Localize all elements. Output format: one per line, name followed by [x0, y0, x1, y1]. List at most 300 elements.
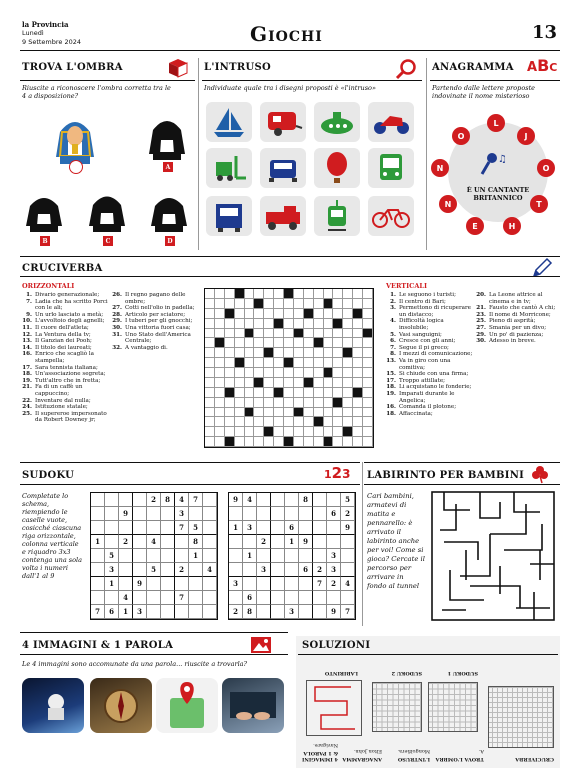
crossword-cell[interactable]	[294, 368, 304, 378]
crossword-cell[interactable]	[225, 427, 235, 437]
sudoku-cell[interactable]	[313, 549, 327, 563]
sudoku-cell[interactable]	[175, 577, 189, 591]
crossword-cell[interactable]	[353, 348, 363, 358]
crossword-cell[interactable]	[245, 427, 255, 437]
crossword-cell[interactable]	[235, 309, 245, 319]
sudoku-cell[interactable]	[313, 591, 327, 605]
crossword-cell[interactable]	[304, 319, 314, 329]
sudoku-cell[interactable]	[133, 521, 147, 535]
crossword-cell[interactable]	[274, 398, 284, 408]
crossword-cell[interactable]	[343, 289, 353, 299]
crossword-cell[interactable]	[363, 319, 373, 329]
sudoku-cell[interactable]	[119, 577, 133, 591]
maze[interactable]	[430, 490, 556, 622]
crossword-cell[interactable]	[235, 388, 245, 398]
crossword-cell[interactable]	[363, 427, 373, 437]
crossword-cell[interactable]	[264, 358, 274, 368]
crossword-cell[interactable]	[314, 427, 324, 437]
crossword-cell[interactable]	[284, 309, 294, 319]
sudoku-cell[interactable]	[257, 577, 271, 591]
crossword-cell[interactable]	[363, 348, 373, 358]
sudoku-cell[interactable]	[161, 577, 175, 591]
crossword-cell[interactable]	[215, 299, 225, 309]
crossword-cell[interactable]	[245, 338, 255, 348]
crossword-cell[interactable]	[314, 289, 324, 299]
sudoku-cell[interactable]	[203, 507, 217, 521]
crossword-cell[interactable]	[333, 348, 343, 358]
crossword-cell[interactable]	[215, 398, 225, 408]
crossword-cell[interactable]	[274, 309, 284, 319]
sudoku-cell[interactable]	[313, 507, 327, 521]
crossword-cell[interactable]	[254, 309, 264, 319]
crossword-cell[interactable]	[274, 299, 284, 309]
crossword-cell[interactable]	[314, 319, 324, 329]
crossword-cell[interactable]	[264, 319, 274, 329]
sudoku-cell[interactable]	[175, 535, 189, 549]
crossword-cell[interactable]	[274, 417, 284, 427]
sudoku-cell[interactable]	[313, 535, 327, 549]
tile-truck[interactable]	[206, 196, 252, 236]
sudoku-cell[interactable]	[189, 591, 203, 605]
crossword-cell[interactable]	[304, 437, 314, 447]
crossword-cell[interactable]	[284, 427, 294, 437]
sudoku-cell[interactable]	[271, 605, 285, 619]
sudoku-cell[interactable]	[203, 535, 217, 549]
crossword-cell[interactable]	[294, 358, 304, 368]
crossword-cell[interactable]	[215, 368, 225, 378]
sudoku-cell[interactable]	[203, 549, 217, 563]
sudoku-cell[interactable]	[133, 535, 147, 549]
sudoku-cell[interactable]	[189, 605, 203, 619]
crossword-cell[interactable]	[343, 329, 353, 339]
crossword-cell[interactable]	[245, 417, 255, 427]
crossword-cell[interactable]	[254, 319, 264, 329]
sudoku-cell[interactable]	[229, 591, 243, 605]
sudoku-cell[interactable]	[285, 591, 299, 605]
tile-bus[interactable]	[368, 148, 414, 188]
crossword-cell[interactable]	[235, 338, 245, 348]
crossword-cell[interactable]	[264, 388, 274, 398]
sudoku-cell[interactable]	[341, 591, 355, 605]
crossword-cell[interactable]	[304, 368, 314, 378]
sudoku-cell[interactable]	[257, 507, 271, 521]
crossword-cell[interactable]	[343, 388, 353, 398]
crossword-cell[interactable]	[353, 417, 363, 427]
sudoku-cell[interactable]	[133, 507, 147, 521]
crossword-cell[interactable]	[333, 368, 343, 378]
sudoku-cell[interactable]	[91, 563, 105, 577]
crossword-cell[interactable]	[343, 398, 353, 408]
tile-car[interactable]	[260, 148, 306, 188]
sudoku-cell[interactable]	[257, 591, 271, 605]
crossword-cell[interactable]	[353, 338, 363, 348]
crossword-cell[interactable]	[274, 348, 284, 358]
sudoku-cell[interactable]	[313, 493, 327, 507]
crossword-cell[interactable]	[304, 289, 314, 299]
sudoku-cell[interactable]	[299, 549, 313, 563]
crossword-cell[interactable]	[304, 329, 314, 339]
crossword-cell[interactable]	[333, 388, 343, 398]
crossword-cell[interactable]	[225, 368, 235, 378]
crossword-cell[interactable]	[245, 358, 255, 368]
crossword-cell[interactable]	[274, 378, 284, 388]
crossword-cell[interactable]	[324, 417, 334, 427]
crossword-cell[interactable]	[343, 309, 353, 319]
crossword-cell[interactable]	[284, 319, 294, 329]
sudoku-cell[interactable]	[105, 507, 119, 521]
crossword-cell[interactable]	[304, 338, 314, 348]
crossword-cell[interactable]	[343, 437, 353, 447]
crossword-cell[interactable]	[284, 299, 294, 309]
crossword-cell[interactable]	[274, 329, 284, 339]
crossword-cell[interactable]	[314, 378, 324, 388]
sudoku-cell[interactable]	[119, 549, 133, 563]
crossword-cell[interactable]	[205, 329, 215, 339]
tile-bicycle[interactable]	[368, 196, 414, 236]
sudoku-cell[interactable]	[243, 507, 257, 521]
sudoku-cell[interactable]	[271, 549, 285, 563]
sudoku-cell[interactable]	[285, 493, 299, 507]
crossword-cell[interactable]	[353, 319, 363, 329]
crossword-cell[interactable]	[254, 289, 264, 299]
crossword-cell[interactable]	[254, 348, 264, 358]
crossword-cell[interactable]	[314, 348, 324, 358]
sudoku-cell[interactable]	[257, 605, 271, 619]
crossword-cell[interactable]	[363, 368, 373, 378]
sudoku-cell[interactable]	[313, 605, 327, 619]
crossword-cell[interactable]	[205, 368, 215, 378]
crossword-cell[interactable]	[304, 398, 314, 408]
crossword-cell[interactable]	[284, 338, 294, 348]
sudoku-cell[interactable]	[271, 591, 285, 605]
crossword-cell[interactable]	[284, 398, 294, 408]
sudoku-cell[interactable]	[203, 591, 217, 605]
crossword-cell[interactable]	[294, 427, 304, 437]
label-d[interactable]: D	[165, 236, 175, 246]
sudoku-cell[interactable]	[285, 507, 299, 521]
sudoku-cell[interactable]	[133, 591, 147, 605]
crossword-cell[interactable]	[264, 398, 274, 408]
crossword-cell[interactable]	[294, 309, 304, 319]
crossword-cell[interactable]	[353, 368, 363, 378]
sudoku-cell[interactable]	[105, 591, 119, 605]
crossword-cell[interactable]	[304, 348, 314, 358]
sudoku-cell[interactable]	[257, 549, 271, 563]
sudoku-cell[interactable]	[271, 507, 285, 521]
sudoku-cell[interactable]	[105, 521, 119, 535]
crossword-cell[interactable]	[225, 319, 235, 329]
crossword-cell[interactable]	[333, 299, 343, 309]
crossword-cell[interactable]	[274, 358, 284, 368]
crossword-cell[interactable]	[314, 437, 324, 447]
crossword-cell[interactable]	[333, 427, 343, 437]
crossword-cell[interactable]	[343, 368, 353, 378]
crossword-cell[interactable]	[333, 329, 343, 339]
crossword-cell[interactable]	[225, 299, 235, 309]
crossword-cell[interactable]	[343, 378, 353, 388]
crossword-cell[interactable]	[215, 319, 225, 329]
crossword-cell[interactable]	[324, 388, 334, 398]
crossword-cell[interactable]	[284, 329, 294, 339]
crossword-cell[interactable]	[225, 378, 235, 388]
crossword-cell[interactable]	[304, 388, 314, 398]
crossword-cell[interactable]	[324, 398, 334, 408]
sudoku-cell[interactable]	[203, 493, 217, 507]
sudoku-cell[interactable]	[161, 591, 175, 605]
sudoku-cell[interactable]	[299, 605, 313, 619]
crossword-cell[interactable]	[363, 417, 373, 427]
sudoku-cell[interactable]	[313, 521, 327, 535]
sudoku-cell[interactable]	[285, 577, 299, 591]
sudoku-cell[interactable]	[229, 563, 243, 577]
crossword-cell[interactable]	[284, 378, 294, 388]
sudoku-grid-2[interactable]	[228, 492, 356, 620]
label-c[interactable]: C	[103, 236, 113, 246]
crossword-cell[interactable]	[274, 427, 284, 437]
crossword-cell[interactable]	[215, 437, 225, 447]
sudoku-cell[interactable]	[161, 521, 175, 535]
sudoku-cell[interactable]	[119, 563, 133, 577]
sudoku-cell[interactable]	[147, 591, 161, 605]
crossword-cell[interactable]	[264, 309, 274, 319]
label-b[interactable]: B	[40, 236, 50, 246]
crossword-cell[interactable]	[363, 408, 373, 418]
crossword-cell[interactable]	[274, 368, 284, 378]
crossword-cell[interactable]	[245, 348, 255, 358]
crossword-cell[interactable]	[294, 398, 304, 408]
crossword-cell[interactable]	[333, 358, 343, 368]
sudoku-cell[interactable]	[161, 549, 175, 563]
crossword-cell[interactable]	[254, 368, 264, 378]
crossword-cell[interactable]	[254, 338, 264, 348]
crossword-cell[interactable]	[294, 437, 304, 447]
crossword-cell[interactable]	[245, 368, 255, 378]
crossword-cell[interactable]	[225, 398, 235, 408]
crossword-cell[interactable]	[333, 309, 343, 319]
crossword-cell[interactable]	[324, 358, 334, 368]
crossword-cell[interactable]	[304, 427, 314, 437]
crossword-cell[interactable]	[205, 319, 215, 329]
crossword-cell[interactable]	[333, 417, 343, 427]
sudoku-cell[interactable]	[147, 521, 161, 535]
crossword-cell[interactable]	[264, 378, 274, 388]
crossword-cell[interactable]	[205, 289, 215, 299]
crossword-cell[interactable]	[284, 388, 294, 398]
crossword-cell[interactable]	[324, 289, 334, 299]
crossword-cell[interactable]	[235, 319, 245, 329]
sudoku-cell[interactable]	[203, 605, 217, 619]
sudoku-cell[interactable]	[271, 577, 285, 591]
sudoku-cell[interactable]	[133, 563, 147, 577]
crossword-grid[interactable]	[204, 288, 374, 448]
crossword-cell[interactable]	[215, 289, 225, 299]
crossword-cell[interactable]	[294, 388, 304, 398]
sudoku-cell[interactable]	[147, 507, 161, 521]
sudoku-cell[interactable]	[133, 493, 147, 507]
crossword-cell[interactable]	[353, 289, 363, 299]
option-circle[interactable]	[69, 160, 83, 174]
crossword-cell[interactable]	[215, 378, 225, 388]
crossword-cell[interactable]	[235, 329, 245, 339]
tile-balloon[interactable]	[314, 148, 360, 188]
crossword-cell[interactable]	[294, 289, 304, 299]
crossword-cell[interactable]	[215, 427, 225, 437]
crossword-cell[interactable]	[245, 309, 255, 319]
sudoku-cell[interactable]	[271, 535, 285, 549]
crossword-cell[interactable]	[205, 299, 215, 309]
sudoku-cell[interactable]	[147, 605, 161, 619]
crossword-cell[interactable]	[235, 408, 245, 418]
crossword-cell[interactable]	[284, 408, 294, 418]
crossword-cell[interactable]	[284, 348, 294, 358]
crossword-cell[interactable]	[264, 299, 274, 309]
crossword-cell[interactable]	[264, 437, 274, 447]
crossword-cell[interactable]	[215, 417, 225, 427]
crossword-cell[interactable]	[264, 368, 274, 378]
sudoku-cell[interactable]	[285, 549, 299, 563]
crossword-cell[interactable]	[333, 437, 343, 447]
crossword-cell[interactable]	[333, 338, 343, 348]
crossword-cell[interactable]	[215, 348, 225, 358]
sudoku-cell[interactable]	[327, 591, 341, 605]
sudoku-cell[interactable]	[91, 549, 105, 563]
crossword-cell[interactable]	[205, 437, 215, 447]
crossword-cell[interactable]	[343, 417, 353, 427]
sudoku-cell[interactable]	[271, 493, 285, 507]
crossword-cell[interactable]	[274, 408, 284, 418]
crossword-cell[interactable]	[343, 338, 353, 348]
crossword-cell[interactable]	[215, 309, 225, 319]
sudoku-cell[interactable]	[161, 605, 175, 619]
crossword-cell[interactable]	[205, 388, 215, 398]
crossword-cell[interactable]	[343, 358, 353, 368]
crossword-cell[interactable]	[235, 417, 245, 427]
crossword-cell[interactable]	[353, 408, 363, 418]
sudoku-cell[interactable]	[91, 591, 105, 605]
crossword-cell[interactable]	[324, 348, 334, 358]
crossword-cell[interactable]	[264, 338, 274, 348]
crossword-cell[interactable]	[324, 427, 334, 437]
sudoku-cell[interactable]	[203, 577, 217, 591]
crossword-cell[interactable]	[324, 338, 334, 348]
crossword-cell[interactable]	[254, 398, 264, 408]
crossword-cell[interactable]	[245, 437, 255, 447]
crossword-cell[interactable]	[304, 417, 314, 427]
crossword-cell[interactable]	[363, 378, 373, 388]
crossword-cell[interactable]	[205, 348, 215, 358]
sudoku-cell[interactable]	[299, 507, 313, 521]
crossword-cell[interactable]	[294, 319, 304, 329]
sudoku-cell[interactable]	[147, 549, 161, 563]
crossword-cell[interactable]	[235, 398, 245, 408]
sudoku-cell[interactable]	[91, 577, 105, 591]
sudoku-cell[interactable]	[299, 521, 313, 535]
sudoku-cell[interactable]	[327, 493, 341, 507]
sudoku-cell[interactable]	[327, 535, 341, 549]
crossword-cell[interactable]	[284, 417, 294, 427]
crossword-cell[interactable]	[245, 299, 255, 309]
sudoku-cell[interactable]	[175, 549, 189, 563]
crossword-cell[interactable]	[254, 329, 264, 339]
crossword-cell[interactable]	[353, 398, 363, 408]
crossword-cell[interactable]	[343, 408, 353, 418]
tile-motorbike[interactable]	[368, 102, 414, 142]
crossword-cell[interactable]	[264, 329, 274, 339]
sudoku-cell[interactable]	[271, 521, 285, 535]
crossword-cell[interactable]	[314, 309, 324, 319]
crossword-cell[interactable]	[264, 417, 274, 427]
crossword-cell[interactable]	[264, 289, 274, 299]
sudoku-grid-1[interactable]	[90, 492, 218, 620]
crossword-cell[interactable]	[254, 408, 264, 418]
crossword-cell[interactable]	[294, 348, 304, 358]
crossword-cell[interactable]	[274, 437, 284, 447]
crossword-cell[interactable]	[215, 358, 225, 368]
crossword-cell[interactable]	[353, 329, 363, 339]
sudoku-cell[interactable]	[91, 507, 105, 521]
sudoku-cell[interactable]	[133, 549, 147, 563]
sudoku-cell[interactable]	[189, 563, 203, 577]
crossword-cell[interactable]	[245, 378, 255, 388]
crossword-cell[interactable]	[205, 338, 215, 348]
crossword-cell[interactable]	[314, 358, 324, 368]
crossword-cell[interactable]	[314, 368, 324, 378]
crossword-cell[interactable]	[353, 437, 363, 447]
crossword-cell[interactable]	[363, 299, 373, 309]
crossword-cell[interactable]	[254, 388, 264, 398]
crossword-cell[interactable]	[363, 398, 373, 408]
crossword-cell[interactable]	[294, 378, 304, 388]
crossword-cell[interactable]	[215, 408, 225, 418]
crossword-cell[interactable]	[205, 417, 215, 427]
crossword-cell[interactable]	[324, 309, 334, 319]
crossword-cell[interactable]	[324, 319, 334, 329]
crossword-cell[interactable]	[235, 437, 245, 447]
crossword-cell[interactable]	[324, 408, 334, 418]
crossword-cell[interactable]	[363, 388, 373, 398]
crossword-cell[interactable]	[245, 319, 255, 329]
sudoku-cell[interactable]	[243, 563, 257, 577]
crossword-cell[interactable]	[225, 358, 235, 368]
crossword-cell[interactable]	[363, 338, 373, 348]
crossword-cell[interactable]	[235, 299, 245, 309]
sudoku-cell[interactable]	[327, 521, 341, 535]
crossword-cell[interactable]	[324, 329, 334, 339]
crossword-cell[interactable]	[333, 289, 343, 299]
sudoku-cell[interactable]	[189, 577, 203, 591]
sudoku-cell[interactable]	[299, 577, 313, 591]
crossword-cell[interactable]	[225, 289, 235, 299]
crossword-cell[interactable]	[225, 408, 235, 418]
crossword-cell[interactable]	[225, 417, 235, 427]
crossword-cell[interactable]	[245, 289, 255, 299]
sudoku-cell[interactable]	[203, 521, 217, 535]
sudoku-cell[interactable]	[161, 507, 175, 521]
sudoku-cell[interactable]	[243, 535, 257, 549]
crossword-cell[interactable]	[245, 388, 255, 398]
crossword-cell[interactable]	[235, 427, 245, 437]
crossword-cell[interactable]	[294, 417, 304, 427]
sudoku-cell[interactable]	[341, 549, 355, 563]
sudoku-cell[interactable]	[119, 493, 133, 507]
crossword-cell[interactable]	[254, 427, 264, 437]
sudoku-cell[interactable]	[229, 507, 243, 521]
sudoku-cell[interactable]	[285, 563, 299, 577]
crossword-cell[interactable]	[353, 358, 363, 368]
crossword-cell[interactable]	[314, 299, 324, 309]
sudoku-cell[interactable]	[299, 591, 313, 605]
crossword-cell[interactable]	[314, 329, 324, 339]
